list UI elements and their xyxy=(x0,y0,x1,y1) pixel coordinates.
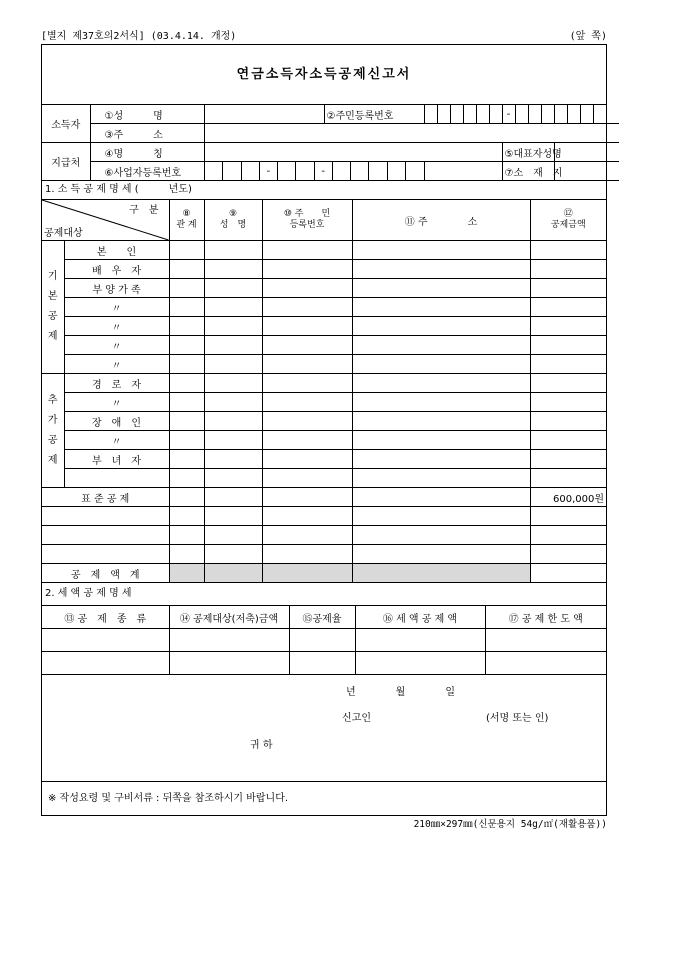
cell[interactable] xyxy=(204,374,262,393)
cell[interactable] xyxy=(204,355,262,374)
cell[interactable] xyxy=(530,279,606,298)
earner-name-label: ①성 명 xyxy=(90,105,204,124)
cell[interactable] xyxy=(204,526,262,545)
cell[interactable] xyxy=(204,298,262,317)
cell[interactable] xyxy=(530,317,606,336)
earner-name-field[interactable] xyxy=(204,105,324,124)
cell[interactable] xyxy=(352,507,530,526)
payer-name-field[interactable] xyxy=(204,143,502,162)
declarant-label: 신고인 xyxy=(342,713,371,724)
payer-rep-label: ⑤대표자성명 xyxy=(502,143,554,162)
cell[interactable] xyxy=(169,374,204,393)
cell[interactable] xyxy=(169,412,204,431)
cell[interactable] xyxy=(262,298,352,317)
basic-row-label: 〃 xyxy=(64,317,169,336)
cell[interactable] xyxy=(204,393,262,412)
cell[interactable] xyxy=(530,260,606,279)
additional-row-label: 〃 xyxy=(64,393,169,412)
cell[interactable] xyxy=(530,469,606,488)
cell[interactable] xyxy=(352,317,530,336)
basic-row-label: 부 양 가 족 xyxy=(64,279,169,298)
cell[interactable] xyxy=(204,412,262,431)
cell[interactable] xyxy=(530,507,606,526)
cell[interactable] xyxy=(352,469,530,488)
cell[interactable] xyxy=(485,652,606,675)
basic-row-label: 배 우 자 xyxy=(64,260,169,279)
cell[interactable] xyxy=(530,412,606,431)
cell[interactable] xyxy=(352,431,530,450)
cell[interactable] xyxy=(262,279,352,298)
cell[interactable] xyxy=(262,526,352,545)
section1-title: 1. 소 득 공 제 명 세 ( 년도) xyxy=(42,181,606,200)
cell[interactable] xyxy=(169,488,204,507)
cell[interactable] xyxy=(204,450,262,469)
basic-row-label: 〃 xyxy=(64,298,169,317)
cell[interactable] xyxy=(169,629,289,652)
cell[interactable] xyxy=(262,393,352,412)
cell[interactable] xyxy=(204,241,262,260)
shaded-cell xyxy=(262,564,352,583)
cell[interactable] xyxy=(169,469,204,488)
cell[interactable] xyxy=(169,298,204,317)
cell[interactable] xyxy=(169,507,204,526)
page-side: (앞 쪽) xyxy=(569,31,607,42)
payer-rep-field[interactable] xyxy=(554,143,619,162)
cell[interactable] xyxy=(485,629,606,652)
additional-row-label xyxy=(64,469,169,488)
basic-row-label: 본 인 xyxy=(64,241,169,260)
cell[interactable] xyxy=(530,241,606,260)
cell[interactable] xyxy=(352,260,530,279)
cell[interactable] xyxy=(530,298,606,317)
cell[interactable] xyxy=(262,260,352,279)
cell[interactable] xyxy=(352,355,530,374)
paper-spec: 210㎜×297㎜(신문용지 54g/㎡(재활용품)) xyxy=(413,819,607,830)
form-title: 연금소득자소득공제신고서 xyxy=(42,45,606,105)
income-deduction-table xyxy=(42,200,606,583)
cell[interactable] xyxy=(352,526,530,545)
cell[interactable] xyxy=(530,431,606,450)
cell[interactable] xyxy=(355,629,485,652)
name-header: ⑨ 성 명 xyxy=(204,200,262,241)
bizno-dash: - xyxy=(259,162,277,180)
shaded-cell xyxy=(352,564,530,583)
credit-limit-header: ⑰ 공 제 한 도 액 xyxy=(485,606,606,629)
rrn-digit[interactable] xyxy=(424,105,437,124)
total-label: 공 제 액 계 xyxy=(42,564,169,583)
cell[interactable] xyxy=(204,469,262,488)
address-header: ⑪ 주 소 xyxy=(352,200,530,241)
rrn-digit[interactable] xyxy=(450,105,463,124)
blank-cell[interactable] xyxy=(42,545,169,564)
cell[interactable] xyxy=(262,488,352,507)
rrn-digit[interactable] xyxy=(437,105,450,124)
cell[interactable] xyxy=(352,298,530,317)
gubun-label: 구 분 xyxy=(129,205,159,216)
declaration-form xyxy=(41,44,607,816)
additional-group-label: 추 가 공 제 xyxy=(42,374,64,488)
earner-addr-label: ③주 소 xyxy=(90,124,204,143)
cell[interactable] xyxy=(169,450,204,469)
payer-name-label: ④명 칭 xyxy=(90,143,204,162)
recipient-label: 귀 하 xyxy=(250,740,273,751)
seal-note[interactable]: (서명 또는 인) xyxy=(486,713,549,724)
signature-block xyxy=(42,674,606,782)
payer-bizno-label: ⑥사업자등록번호 xyxy=(90,162,204,181)
cell[interactable] xyxy=(352,450,530,469)
cell[interactable] xyxy=(42,652,169,675)
additional-row-label: 〃 xyxy=(64,431,169,450)
cell[interactable] xyxy=(169,393,204,412)
cell[interactable] xyxy=(169,545,204,564)
cell[interactable] xyxy=(352,393,530,412)
credit-amount-header: ⑯ 세 액 공 제 액 xyxy=(355,606,485,629)
payer-bizno-field[interactable] xyxy=(204,162,424,181)
additional-row-label: 부 녀 자 xyxy=(64,450,169,469)
cell[interactable] xyxy=(169,526,204,545)
cell[interactable] xyxy=(530,526,606,545)
cell[interactable] xyxy=(289,652,355,675)
cell[interactable] xyxy=(352,279,530,298)
cell[interactable] xyxy=(169,652,289,675)
cell[interactable] xyxy=(262,412,352,431)
relation-header: ⑧ 관 계 xyxy=(169,200,204,241)
cell[interactable] xyxy=(262,241,352,260)
earner-addr-field[interactable] xyxy=(204,124,619,143)
credit-rate-header: ⑮공제율 xyxy=(289,606,355,629)
cell[interactable] xyxy=(204,507,262,526)
cell[interactable] xyxy=(352,241,530,260)
rrn-digit[interactable] xyxy=(606,105,619,124)
cell[interactable] xyxy=(352,545,530,564)
additional-row-label: 경 로 자 xyxy=(64,374,169,393)
rrn-digit[interactable] xyxy=(580,105,593,124)
rrn-digit[interactable] xyxy=(489,105,502,124)
cell[interactable] xyxy=(169,355,204,374)
cell[interactable] xyxy=(530,450,606,469)
standard-deduction-label: 표 준 공 제 xyxy=(42,488,169,507)
cell[interactable] xyxy=(530,374,606,393)
cell[interactable] xyxy=(169,317,204,336)
cell[interactable] xyxy=(530,393,606,412)
cell[interactable] xyxy=(355,652,485,675)
standard-deduction-amount: 600,000원 xyxy=(530,488,606,507)
cell[interactable] xyxy=(262,507,352,526)
rrn-digit[interactable] xyxy=(463,105,476,124)
cell[interactable] xyxy=(169,279,204,298)
form-number: [별지 제37호의2서식] (03.4.14. 개정) xyxy=(41,31,237,42)
cell[interactable] xyxy=(169,260,204,279)
shaded-cell xyxy=(204,564,262,583)
cell[interactable] xyxy=(262,374,352,393)
cell[interactable] xyxy=(262,336,352,355)
rrn-header: ⑩ 주 민 등록번호 xyxy=(262,200,352,241)
cell[interactable] xyxy=(204,488,262,507)
rrn-digit[interactable] xyxy=(476,105,489,124)
additional-row-label: 장 애 인 xyxy=(64,412,169,431)
basic-deduction-rows xyxy=(42,241,606,374)
blank-cell[interactable] xyxy=(42,526,169,545)
cell[interactable] xyxy=(204,545,262,564)
payer-loc-label: ⑦소 재 지 xyxy=(502,162,554,181)
shaded-cell xyxy=(169,564,204,583)
cell[interactable] xyxy=(262,469,352,488)
amount-header: ⑫ 공제금액 xyxy=(530,200,606,241)
cell[interactable] xyxy=(352,488,530,507)
payer-loc-field[interactable] xyxy=(554,162,619,181)
date-line: 년 월 일 xyxy=(346,687,455,698)
payer-label: 지급처 xyxy=(42,143,90,181)
target-label: 공제대상 xyxy=(44,228,83,239)
cell[interactable] xyxy=(289,629,355,652)
earner-rrn-label: ②주민등록번호 xyxy=(324,105,424,124)
rrn-digit[interactable] xyxy=(515,105,528,124)
credit-base-header: ⑭ 공제대상(저축)금액 xyxy=(169,606,289,629)
cell[interactable] xyxy=(204,336,262,355)
cell[interactable] xyxy=(169,431,204,450)
rrn-digit[interactable] xyxy=(593,105,606,124)
rrn-digit[interactable] xyxy=(554,105,567,124)
cell[interactable] xyxy=(262,355,352,374)
rrn-digit[interactable] xyxy=(567,105,580,124)
payer-bizno-field-rest[interactable] xyxy=(424,162,502,181)
cell[interactable] xyxy=(204,279,262,298)
cell[interactable] xyxy=(530,336,606,355)
credit-type-header: ⑬ 공 제 종 류 xyxy=(42,606,169,629)
cell[interactable] xyxy=(530,545,606,564)
cell[interactable] xyxy=(169,336,204,355)
gubun-header xyxy=(42,200,169,241)
rrn-dash: - xyxy=(502,105,515,124)
rrn-digit[interactable] xyxy=(528,105,541,124)
instructions-note: ※ 작성요령 및 구비서류 : 뒤쪽을 참조하시기 바랍니다. xyxy=(48,793,289,804)
basic-group-label: 기 본 공 제 xyxy=(42,241,64,374)
cell[interactable] xyxy=(352,412,530,431)
additional-deduction-rows xyxy=(42,374,606,488)
cell[interactable] xyxy=(530,355,606,374)
cell[interactable] xyxy=(169,241,204,260)
basic-row-label: 〃 xyxy=(64,355,169,374)
basic-row-label: 〃 xyxy=(64,336,169,355)
cell[interactable] xyxy=(262,317,352,336)
blank-cell[interactable] xyxy=(42,507,169,526)
cell[interactable] xyxy=(42,629,169,652)
cell[interactable] xyxy=(204,260,262,279)
earner-label: 소득자 xyxy=(42,105,90,143)
bizno-dash: - xyxy=(314,162,332,180)
form-header xyxy=(41,27,607,41)
cell[interactable] xyxy=(204,317,262,336)
total-amount-field[interactable] xyxy=(530,564,606,583)
section2-title: 2. 세 액 공 제 명 세 xyxy=(42,583,606,606)
cell[interactable] xyxy=(352,336,530,355)
cell[interactable] xyxy=(262,450,352,469)
tax-credit-table xyxy=(42,606,606,674)
party-table xyxy=(42,105,619,181)
cell[interactable] xyxy=(204,431,262,450)
rrn-digit[interactable] xyxy=(541,105,554,124)
cell[interactable] xyxy=(262,431,352,450)
cell[interactable] xyxy=(262,545,352,564)
cell[interactable] xyxy=(352,374,530,393)
